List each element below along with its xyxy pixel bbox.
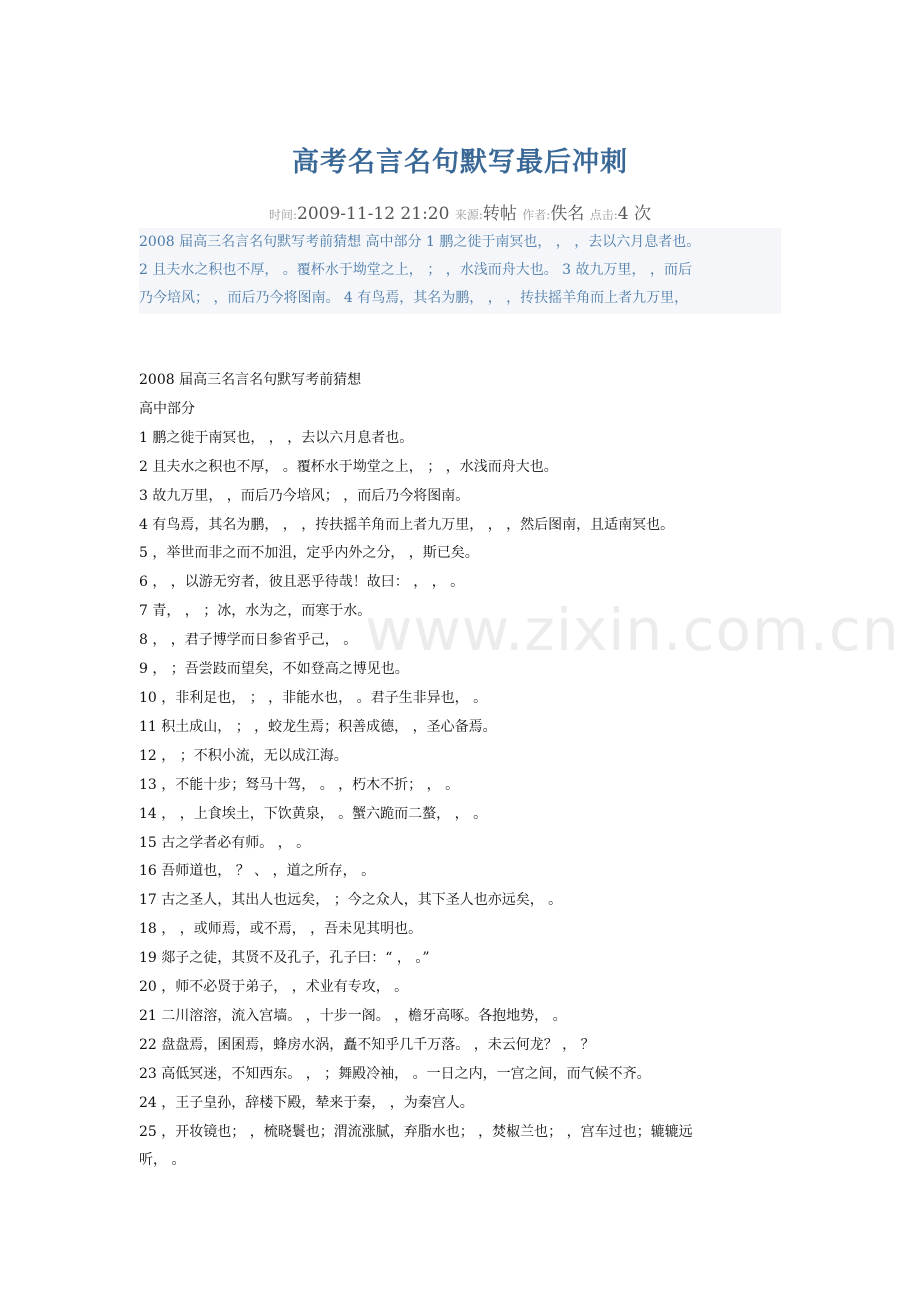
body-line: 1 鹏之徙于南冥也， ， ，去以六月息者也。	[139, 429, 414, 446]
body-line: 高中部分	[139, 400, 195, 417]
body-line: 7 青， ， ；冰，水为之，而寒于水。	[139, 603, 372, 620]
time-label: 时间:	[268, 208, 298, 222]
body-line: 20 ，师不必贤于弟子， ，术业有专攻， 。	[139, 979, 409, 996]
body-line: 24 ，王子皇孙，辞楼下殿，辇来于秦， ，为秦宫人。	[139, 1094, 474, 1111]
article-title: 高考名言名句默写最后冲刺	[292, 147, 628, 178]
body-line: 22 盘盘焉，囷囷焉，蜂房水涡，矗不知乎几千万落。 ，未云何龙？ ， ？	[139, 1036, 595, 1053]
body-line: 23 高低冥迷，不知西东。 ， ；舞殿冷袖， 。一日之内，一宫之间，而气候不齐。	[139, 1065, 651, 1082]
watermark: www.zixin.com.cn	[365, 596, 900, 664]
body-line: 9 ， ；吾尝跂而望矣，不如登高之博见也。	[139, 661, 409, 678]
source-value: 转帖	[482, 204, 517, 224]
summary-line: 乃今培风； ，而后乃今将图南。 4 有鸟焉，其名为鹏， ， ，抟扶摇羊角而上者九万里，	[139, 290, 689, 306]
body-line: 11 积土成山， ； ，蛟龙生焉；积善成德， ，圣心备焉。	[139, 718, 497, 735]
article-summary	[139, 228, 781, 314]
body-line: 4 有鸟焉，其名为鹏， ， ，抟扶摇羊角而上者九万里， ， ，然后图南，且适南冥也。	[139, 516, 675, 533]
body-line: 25 ，开妆镜也； ，梳晓鬟也；渭流涨腻，弃脂水也； ，焚椒兰也； ，宫车过也；辘辘远	[139, 1123, 693, 1140]
article-meta	[0, 199, 920, 224]
author-value: 佚名	[550, 204, 585, 224]
summary-line: 2008 届高三名言名句默写考前猜想 高中部分 1 鹏之徙于南冥也， ， ，去以六月息者也。	[139, 234, 701, 250]
clicks-label: 点击:	[589, 208, 618, 222]
article-body	[139, 366, 799, 1175]
body-line: 5 ，举世而非之而不加沮，定乎内外之分， ，斯已矣。	[139, 545, 479, 562]
body-line: 16 吾师道也， ？ 、 ，道之所存， 。	[139, 863, 376, 880]
body-line: 12 ， ；不积小流，无以成江海。	[139, 747, 348, 764]
body-line: 18 ， ，或师焉，或不焉， ，吾未见其明也。	[139, 921, 423, 938]
body-line: 19 郯子之徒，其贤不及孔子，孔子曰：“ ， 。”	[139, 950, 430, 967]
body-line: 3 故九万里， ，而后乃今培风； ，而后乃今将图南。	[139, 487, 470, 504]
body-line: 13 ，不能十步；驽马十驾， 。 ，朽木不折； ， 。	[139, 776, 460, 793]
source-label: 来源:	[454, 208, 483, 222]
body-line: 10 ，非利足也， ； ，非能水也， 。君子生非异也， 。	[139, 689, 488, 706]
body-line: 17 古之圣人，其出人也远矣， ；今之众人，其下圣人也亦远矣， 。	[139, 892, 563, 909]
body-line: 21 二川溶溶，流入宫墙。 ，十步一阁。 ，檐牙高啄。各抱地势， 。	[139, 1007, 567, 1024]
summary-line: 2 且夫水之积也不厚， 。覆杯水于坳堂之上， ； ，水浅而舟大也。 3 故九万里， ，而后	[139, 262, 692, 278]
time-value: 2009-11-12 21:20	[297, 204, 450, 224]
body-line: 6 ， ，以游无穷者，彼且恶乎待哉！故曰： ， ， 。	[139, 574, 465, 591]
body-line: 14 ， ，上食埃土，下饮黄泉， 。蟹六跪而二螯， ， 。	[139, 805, 488, 822]
author-label: 作者:	[522, 208, 551, 222]
body-line: 2 且夫水之积也不厚， 。覆杯水于坳堂之上， ； ，水浅而舟大也。	[139, 458, 558, 475]
clicks-value: 4 次	[617, 204, 652, 224]
body-line: 听， 。	[139, 1152, 186, 1169]
body-line: 8 ， ，君子博学而日参省乎己， 。	[139, 632, 358, 649]
body-line: 2008 届高三名言名句默写考前猜想	[139, 372, 362, 388]
body-line: 15 古之学者必有师。 ， 。	[139, 834, 311, 851]
